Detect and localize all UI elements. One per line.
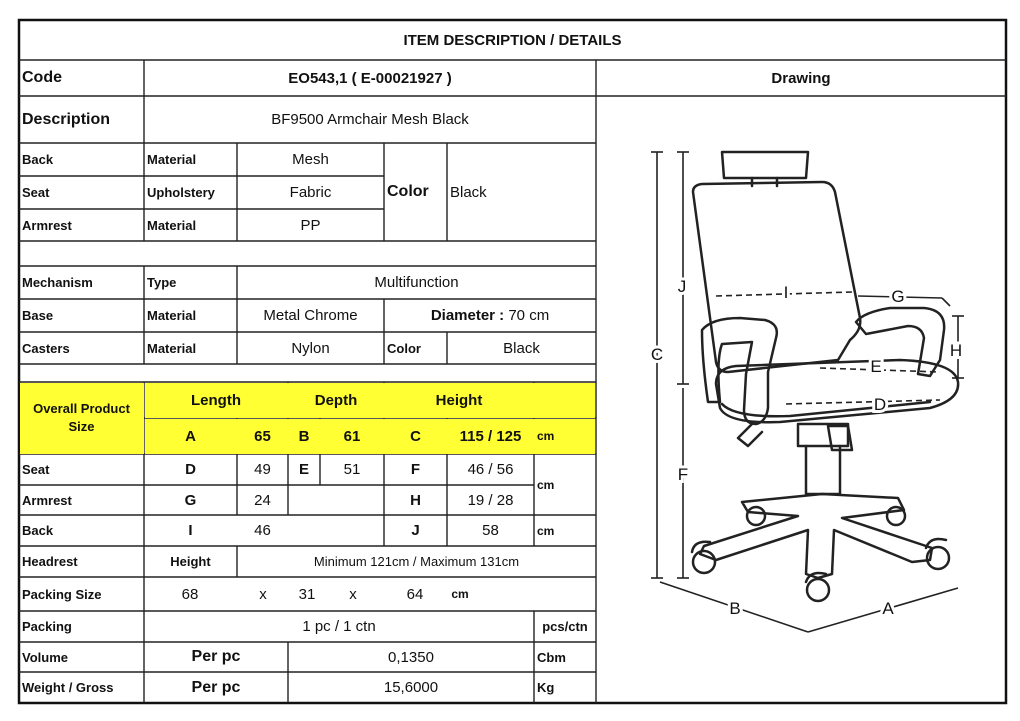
seat-armrest-unit: cm: [537, 477, 555, 492]
dim-e-value: 51: [343, 461, 361, 478]
dim-b-label: B: [298, 427, 310, 445]
mechanism-attr: Type: [147, 275, 177, 290]
color-label: Color: [387, 183, 429, 200]
volume-per: Per pc: [191, 648, 241, 665]
description-value: BF9500 Armchair Mesh Black: [271, 111, 469, 128]
dims-back-label: Back: [22, 523, 54, 538]
dim-c-label: C: [410, 427, 421, 445]
dim-i-value: 46: [254, 522, 271, 539]
chair-drawing: [620, 110, 1000, 650]
base-attr: Material: [147, 308, 197, 323]
packing-size-length: 68: [181, 585, 199, 603]
packing-size-x1: x: [259, 585, 267, 603]
packing-size-label: Packing Size: [22, 586, 102, 602]
drawing-label-c: C: [650, 345, 664, 364]
dims-seat-label: Seat: [22, 462, 50, 477]
casters-value: Nylon: [291, 339, 330, 357]
armrest-attr: Material: [147, 217, 197, 233]
code-value: EO543,1 ( E-00021927 ): [288, 69, 452, 87]
volume-unit: Cbm: [537, 649, 566, 665]
weight-unit: Kg: [537, 680, 555, 695]
overall-unit: cm: [537, 429, 555, 443]
packing-size-width: 31: [298, 585, 316, 603]
dim-h-label: H: [410, 491, 421, 509]
casters-color-value: Black: [503, 339, 540, 357]
packing-size-x2: x: [349, 585, 357, 603]
dim-c-value: 115 / 125: [459, 427, 522, 445]
headrest-label: Headrest: [22, 554, 78, 569]
drawing-label-g: G: [891, 287, 905, 306]
description-label: Description: [22, 110, 111, 128]
casters-attr: Material: [147, 340, 197, 356]
dim-h-value: 19 / 28: [467, 491, 514, 509]
dim-d-label: D: [185, 461, 196, 478]
page-title: ITEM DESCRIPTION / DETAILS: [403, 31, 622, 49]
drawing-label-b: B: [729, 599, 741, 618]
backrest-shape: [693, 182, 860, 372]
dim-j-label: J: [411, 522, 420, 539]
volume-value: 0,1350: [388, 648, 434, 666]
mechanism-label: Mechanism: [22, 275, 93, 290]
back-value: Mesh: [292, 151, 329, 168]
back-attr: Material: [147, 152, 197, 167]
dim-g-value: 24: [254, 491, 271, 509]
drawing-label-e: E: [870, 357, 882, 376]
base-value: Metal Chrome: [263, 307, 358, 324]
dim-f-label: F: [410, 461, 421, 478]
packing-unit: pcs/ctn: [542, 619, 588, 634]
back-unit: cm: [537, 523, 555, 538]
seat-value: Fabric: [289, 184, 332, 201]
seat-label: Seat: [22, 185, 50, 200]
depth-header: Depth: [314, 391, 358, 409]
weight-value: 15,6000: [383, 679, 439, 696]
height-header: Height: [435, 391, 483, 409]
dim-i-label: I: [188, 522, 193, 539]
headrest-shape: [722, 152, 808, 178]
dim-a-value: 65: [254, 427, 271, 445]
armrest-label: Armrest: [22, 217, 72, 233]
drawing-label-d: D: [873, 395, 887, 414]
code-label: Code: [22, 69, 62, 86]
headrest-attr: Height: [170, 554, 211, 569]
dim-a-label: A: [185, 427, 196, 445]
length-header: Length: [191, 391, 241, 409]
dims-armrest-label: Armrest: [22, 492, 72, 508]
dim-j-value: 58: [482, 522, 499, 539]
drawing-label-i: I: [783, 283, 789, 302]
drawing-label: Drawing: [771, 69, 831, 87]
armrest-value: PP: [300, 216, 321, 234]
packing-label: Packing: [22, 619, 72, 634]
back-label: Back: [22, 152, 54, 167]
diameter-value: 70 cm: [504, 307, 550, 324]
headrest-value: Minimum 121cm / Maximum 131cm: [313, 554, 520, 569]
overall-size-label: Overall Product Size: [33, 401, 130, 434]
drawing-label-h: H: [949, 341, 963, 360]
packing-size-height: 64: [406, 585, 424, 603]
dim-g-label: G: [184, 491, 197, 509]
weight-label: Weight / Gross: [22, 680, 114, 695]
color-value: Black: [450, 183, 487, 201]
volume-label: Volume: [22, 649, 68, 665]
seat-attr: Upholstery: [147, 185, 215, 200]
base-diameter: [384, 299, 596, 332]
casters-label: Casters: [22, 340, 70, 356]
drawing-label-a: A: [882, 599, 894, 618]
packing-size-unit: cm: [451, 587, 469, 601]
weight-per: Per pc: [191, 678, 241, 696]
drawing-label-f: F: [677, 465, 689, 484]
diameter-label: Diameter :: [430, 307, 505, 324]
dim-e-label: E: [298, 461, 309, 478]
base-label: Base: [22, 308, 54, 323]
mechanism-value: Multifunction: [374, 274, 459, 291]
dim-f-value: 46 / 56: [467, 461, 514, 478]
dim-b-value: 61: [343, 427, 361, 445]
drawing-label-j: J: [677, 277, 687, 296]
dim-d-value: 49: [254, 461, 271, 478]
packing-value: 1 pc / 1 ctn: [302, 618, 376, 635]
casters-color-label: Color: [387, 340, 421, 356]
right-armrest-shape: [856, 308, 944, 376]
